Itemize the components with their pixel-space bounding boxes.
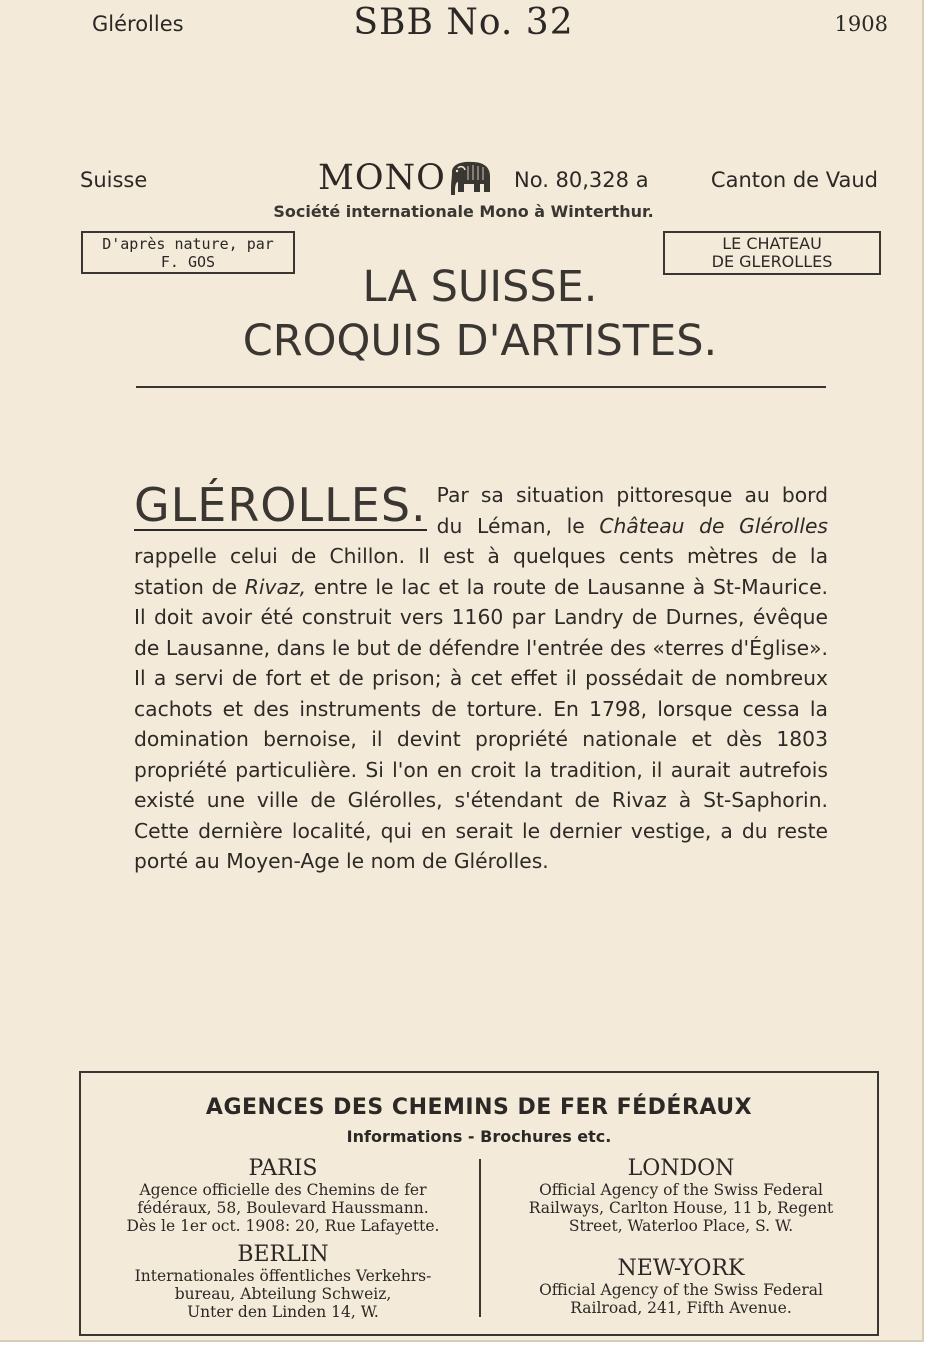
brand-name: MONO	[318, 158, 446, 198]
article-heading: GLÉROLLES.	[134, 478, 427, 532]
main-title	[0, 260, 927, 368]
paris-city: PARIS	[248, 1156, 318, 1181]
berlin-line-3: Unter den Linden 14, W.	[187, 1303, 379, 1321]
london-line-3: Street, Waterloo Place, S. W.	[568, 1217, 794, 1235]
header-year: 1908	[834, 12, 888, 36]
subject-line-1: LE CHATEAU	[722, 234, 822, 253]
mono-number: No. 80,328 a	[514, 168, 649, 192]
berlin-line-1: Internationales öffentliches Verkehrs-	[134, 1267, 432, 1285]
agencies-subtitle: Informations - Brochures etc.	[346, 1127, 612, 1146]
article-italic-1: Château de Glérolles	[599, 513, 828, 538]
newyork-city: NEW-YORK	[617, 1256, 745, 1281]
paris-line-1: Agence officielle des Chemins de fer	[139, 1181, 427, 1199]
article-body	[134, 480, 828, 877]
society-line: Société internationale Mono à Winterthur.	[273, 202, 654, 221]
header-series: SBB No. 32	[353, 2, 574, 43]
elephant-icon	[446, 158, 496, 198]
article-text-1: Par sa situation pittoresque au bord du Léman, le	[436, 483, 828, 538]
agency-newyork	[491, 1257, 871, 1317]
berlin-city: BERLIN	[237, 1242, 329, 1267]
title-divider	[136, 386, 826, 388]
london-city: LONDON	[627, 1156, 735, 1181]
berlin-line-2: bureau, Abteilung Schweiz,	[174, 1285, 392, 1303]
agencies-divider	[479, 1159, 481, 1317]
header-place: Glérolles	[92, 12, 184, 36]
canton-label: Canton de Vaud	[710, 168, 878, 192]
subject-line-2: DE GLEROLLES	[711, 252, 833, 271]
main-title-line-2: CROQUIS D'ARTISTES.	[242, 316, 718, 366]
agency-berlin	[93, 1243, 473, 1321]
agencies-box	[79, 1071, 879, 1336]
article-italic-2: Rivaz,	[244, 574, 307, 599]
agency-london	[491, 1157, 871, 1235]
london-line-1: Official Agency of the Swiss Federal	[539, 1181, 823, 1199]
london-line-2: Railways, Carlton House, 11 b, Regent	[528, 1199, 834, 1217]
credit-line-1: D'après nature, par	[102, 235, 274, 253]
newyork-line-1: Official Agency of the Swiss Federal	[539, 1281, 823, 1299]
agencies-title: AGENCES DES CHEMINS DE FER FÉDÉRAUX	[205, 1095, 753, 1120]
country-label: Suisse	[80, 168, 148, 192]
agency-paris	[93, 1157, 473, 1235]
paris-line-2: fédéraux, 58, Boulevard Haussmann.	[137, 1199, 429, 1217]
article-text-2: rappelle celui de Chillon. Il est à quelques cents mètres de la station de	[134, 544, 828, 599]
paris-line-3: Dès le 1er oct. 1908: 20, Rue Lafayette.	[126, 1217, 440, 1235]
newyork-line-2: Railroad, 241, Fifth Avenue.	[570, 1299, 792, 1317]
article-text-3: entre le lac et la route de Lausanne à St-Maurice. Il doit avoir été construit vers 1160 par Landry de Durnes, évêque de Lausanne, dans le but de défendre l'entrée des «terres d'Église». Il a servi de fort et de prison; à cet effet il possédait de nombreux cachots et des instruments de torture. En 1798, lorsque cessa la domination bernoise, il devint propriété nationale et dès 1803 propriété particulière. Si l'on en croit la tradition, il aurait autrefois existé une ville de Glérolles, s'étendant de Rivaz à St-Saphorin. Cette dernière localité, qui en serait le dernier vestige, a du reste porté au Moyen-Age le nom de Glérolles.	[134, 574, 828, 873]
main-title-line-1: LA SUISSE.	[362, 262, 598, 312]
credit-line-2: F. GOS	[160, 253, 216, 271]
